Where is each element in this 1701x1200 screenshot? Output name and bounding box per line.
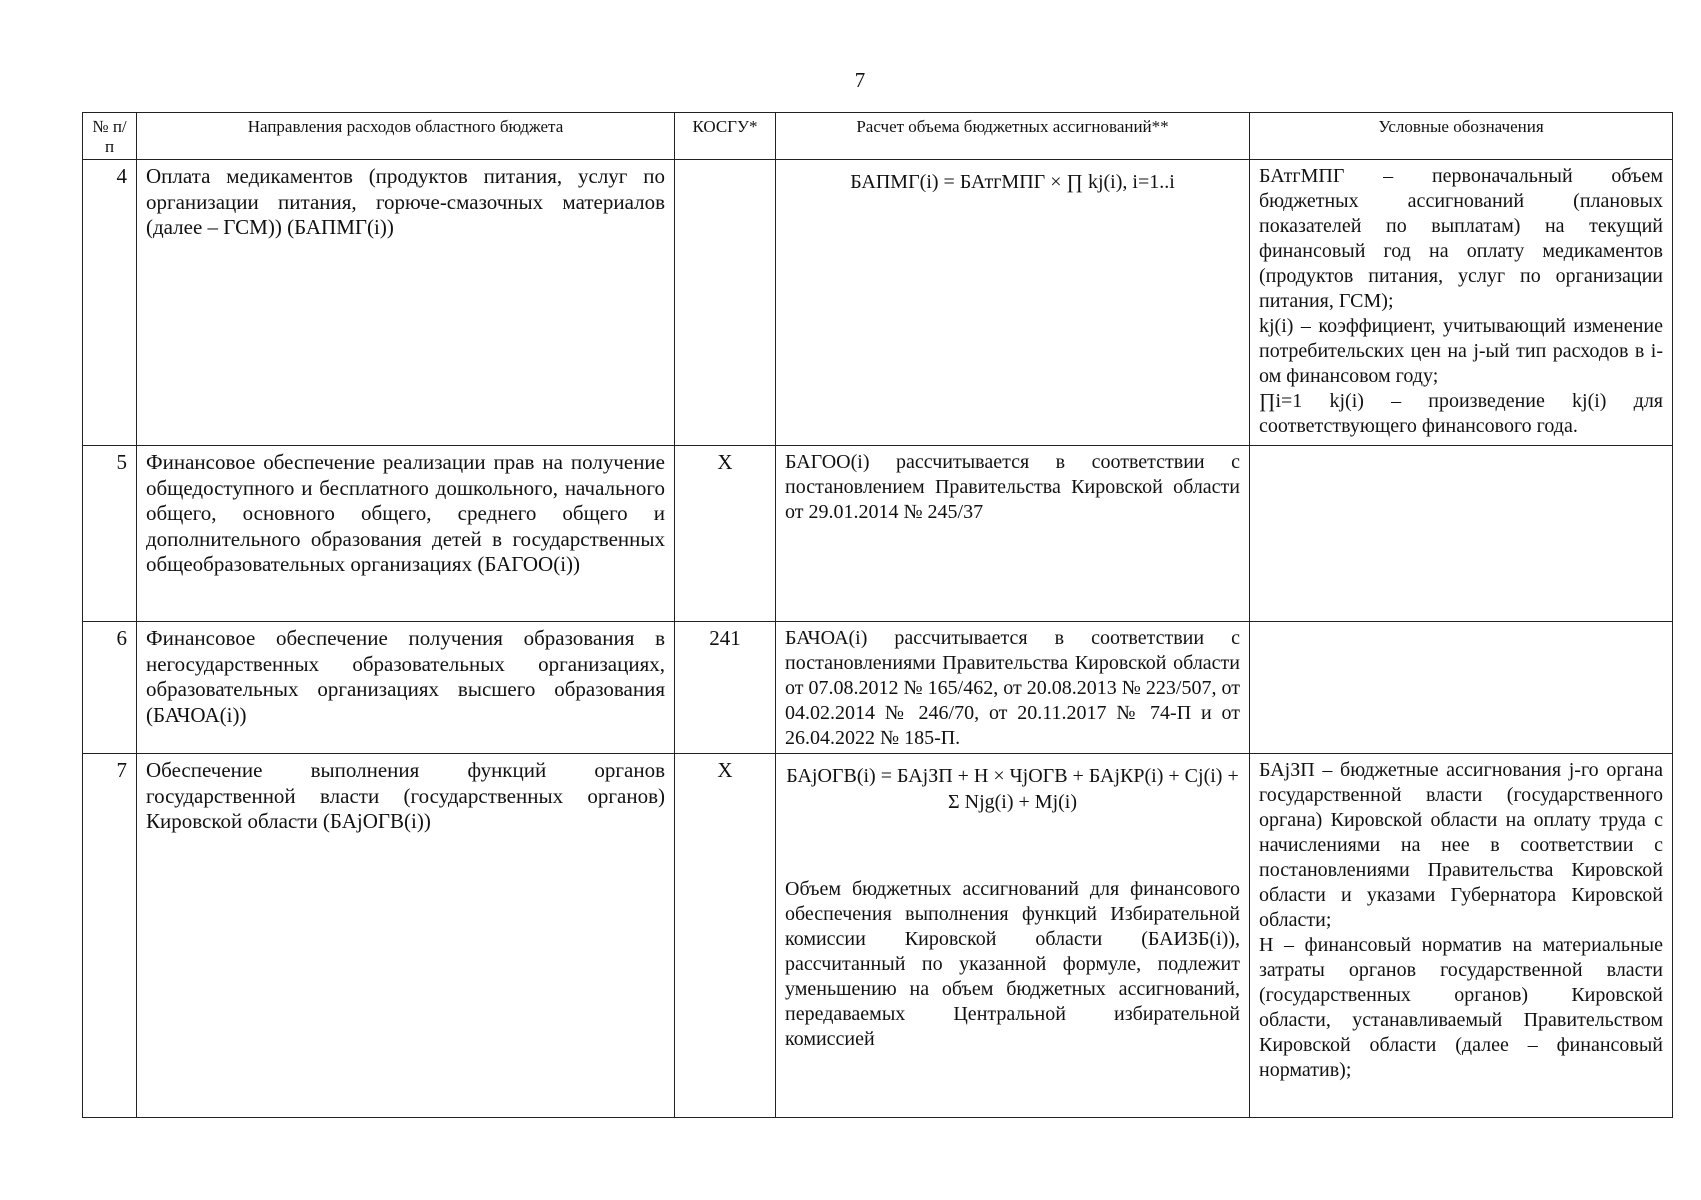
header-kosgu: КОСГУ* bbox=[675, 113, 776, 160]
legend-item: БАтгМПГ – первоначальный объем бюджетных ассигнований (плановых показателей по выплатам) на текущий финансовый год на оплату медикаментов (продуктов питания, услуг по организации питания, ГСМ); bbox=[1259, 165, 1663, 312]
row-kosgu: Х bbox=[675, 754, 776, 1118]
table-row bbox=[83, 622, 1673, 754]
row-kosgu: Х bbox=[675, 446, 776, 622]
page-number: 7 bbox=[854, 68, 866, 92]
row-direction: Обеспечение выполнения функций органов государственной власти (государственных органов) Кировской области (БАjОГВ(i)) bbox=[137, 754, 675, 1118]
row-calc: БАЧОА(i) рассчитывается в соответствии с постановлениями Правительства Кировской области от 07.08.2012 № 165/462, от 20.08.2013 № 223/507, от 04.02.2014 № 246/70, от 20.11.2017 № 74-П и от 26.04.2022 № 185-П. bbox=[776, 622, 1250, 754]
legend-item: БАjЗП – бюджетные ассигнования j-го органа государственной власти (государственного органа) Кировской области на оплату труда с начислениями на нее в соответствии с постановлениями Правительства Кировской области и указами Губернатора Кировской области; bbox=[1259, 759, 1663, 931]
row-num: 7 bbox=[83, 754, 137, 1118]
formula-pmg: БАПМГ(i) = БАтгМПГ × ∏ kj(i), i=1..i bbox=[850, 171, 1175, 193]
table-row bbox=[83, 446, 1673, 622]
row-direction: Оплата медикаментов (продуктов питания, услуг по организации питания, горюче-смазочных материалов (далее – ГСМ)) (БАПМГ(i)) bbox=[137, 160, 675, 446]
row-calc bbox=[776, 160, 1250, 446]
row-legend bbox=[1250, 160, 1673, 446]
header-direction: Направления расходов областного бюджета bbox=[137, 113, 675, 160]
row-num: 6 bbox=[83, 622, 137, 754]
row-calc: БАГОО(i) рассчитывается в соответствии с постановлением Правительства Кировской области от 29.01.2014 № 245/37 bbox=[776, 446, 1250, 622]
row-kosgu bbox=[675, 160, 776, 446]
row-direction: Финансовое обеспечение получения образования в негосударственных образовательных организациях, образовательных организациях высшего образования (БАЧОА(i)) bbox=[137, 622, 675, 754]
table-row bbox=[83, 754, 1673, 1118]
row-kosgu: 241 bbox=[675, 622, 776, 754]
table-header-row bbox=[83, 113, 1673, 160]
budget-table bbox=[82, 112, 1673, 1118]
table-row bbox=[83, 160, 1673, 446]
legend-item: kj(i) – коэффициент, учитывающий изменение потребительских цен на j-ый тип расходов в i-ом финансовом году; bbox=[1259, 315, 1663, 387]
row-calc bbox=[776, 754, 1250, 1118]
formula-ogv: БАjОГВ(i) = БАjЗП + Н × ЧjОГВ + БАjКР(i) + Cj(i) + Σ Njg(i) + Mj(i) bbox=[786, 765, 1239, 813]
row-legend bbox=[1250, 622, 1673, 754]
row-direction: Финансовое обеспечение реализации прав на получение общедоступного и бесплатного дошкольного, начального общего, основного общего, среднего общего и дополнительного образования детей в государственных общеобразовательных организациях (БАГОО(i)) bbox=[137, 446, 675, 622]
row-num: 5 bbox=[83, 446, 137, 622]
header-num: № п/п bbox=[83, 113, 137, 160]
legend-item: ∏i=1 kj(i) – произведение kj(i) для соответствующего финансового года. bbox=[1259, 390, 1663, 437]
header-calc: Расчет объема бюджетных ассигнований** bbox=[776, 113, 1250, 160]
row-num: 4 bbox=[83, 160, 137, 446]
row-legend bbox=[1250, 754, 1673, 1118]
legend-item: Н – финансовый норматив на материальные затраты органов государственной власти (государственных органов) Кировской области, устанавливаемый Правительством Кировской области (далее – финансовый норматив); bbox=[1259, 934, 1663, 1081]
header-legend: Условные обозначения bbox=[1250, 113, 1673, 160]
calc-note: Объем бюджетных ассигнований для финансового обеспечения выполнения функций Избирательной комиссии Кировской области (БАИЗБ(i)), рассчитанный по указанной формуле, подлежит уменьшению на объем бюджетных ассигнований, передаваемых Центральной избирательной комиссией bbox=[785, 878, 1240, 1050]
row-legend bbox=[1250, 446, 1673, 622]
